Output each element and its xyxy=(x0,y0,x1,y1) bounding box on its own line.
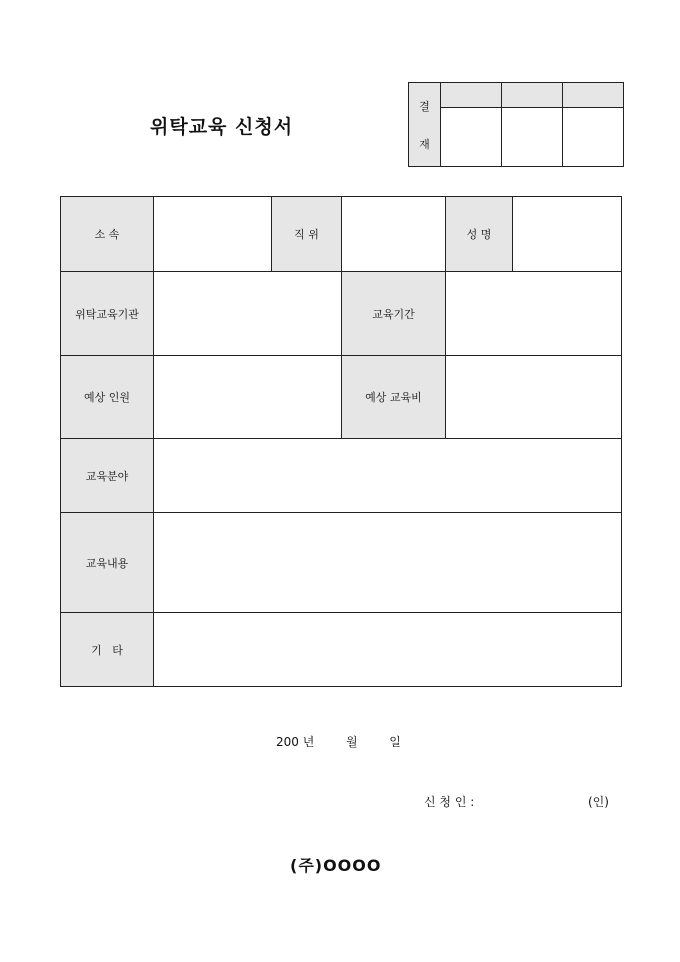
approval-label xyxy=(409,83,441,167)
application-form-table xyxy=(60,196,622,687)
approval-header-cell xyxy=(563,83,624,108)
position-label: 직 위 xyxy=(272,197,342,272)
approval-label-top: 결 xyxy=(419,99,430,113)
approval-signature-cell[interactable] xyxy=(563,108,624,167)
applicant-seal: (인) xyxy=(588,795,609,809)
approval-box xyxy=(408,82,624,167)
field-field[interactable] xyxy=(154,439,622,513)
approval-signature-cell[interactable] xyxy=(502,108,563,167)
approval-header-cell xyxy=(502,83,563,108)
name-field[interactable] xyxy=(513,197,622,272)
date-line xyxy=(276,733,401,750)
document-title: 위탁교육 신청서 xyxy=(150,116,294,138)
date-year-unit: 년 xyxy=(302,735,315,749)
approval-header-cell xyxy=(441,83,502,108)
affiliation-label: 소 속 xyxy=(61,197,154,272)
field-label: 교육분야 xyxy=(61,439,154,513)
position-field[interactable] xyxy=(342,197,446,272)
approval-signature-cell[interactable] xyxy=(441,108,502,167)
cost-field[interactable] xyxy=(446,356,622,439)
affiliation-field[interactable] xyxy=(154,197,272,272)
participants-field[interactable] xyxy=(154,356,342,439)
approval-label-bottom: 재 xyxy=(419,137,430,151)
name-label: 성 명 xyxy=(446,197,513,272)
content-field[interactable] xyxy=(154,513,622,613)
date-year[interactable]: 200 xyxy=(276,735,299,749)
institution-label: 위탁교육기관 xyxy=(61,272,154,356)
etc-label: 기 타 xyxy=(61,613,154,687)
institution-field[interactable] xyxy=(154,272,342,356)
participants-label: 예상 인원 xyxy=(61,356,154,439)
period-label: 교육기간 xyxy=(342,272,446,356)
applicant-label: 신 청 인 : xyxy=(424,795,475,809)
date-month-unit: 월 xyxy=(345,735,358,749)
cost-label: 예상 교육비 xyxy=(342,356,446,439)
etc-field[interactable] xyxy=(154,613,622,687)
date-day-unit: 일 xyxy=(389,735,401,749)
company-name: (주)OOOO xyxy=(290,856,382,875)
period-field[interactable] xyxy=(446,272,622,356)
content-label: 교육내용 xyxy=(61,513,154,613)
